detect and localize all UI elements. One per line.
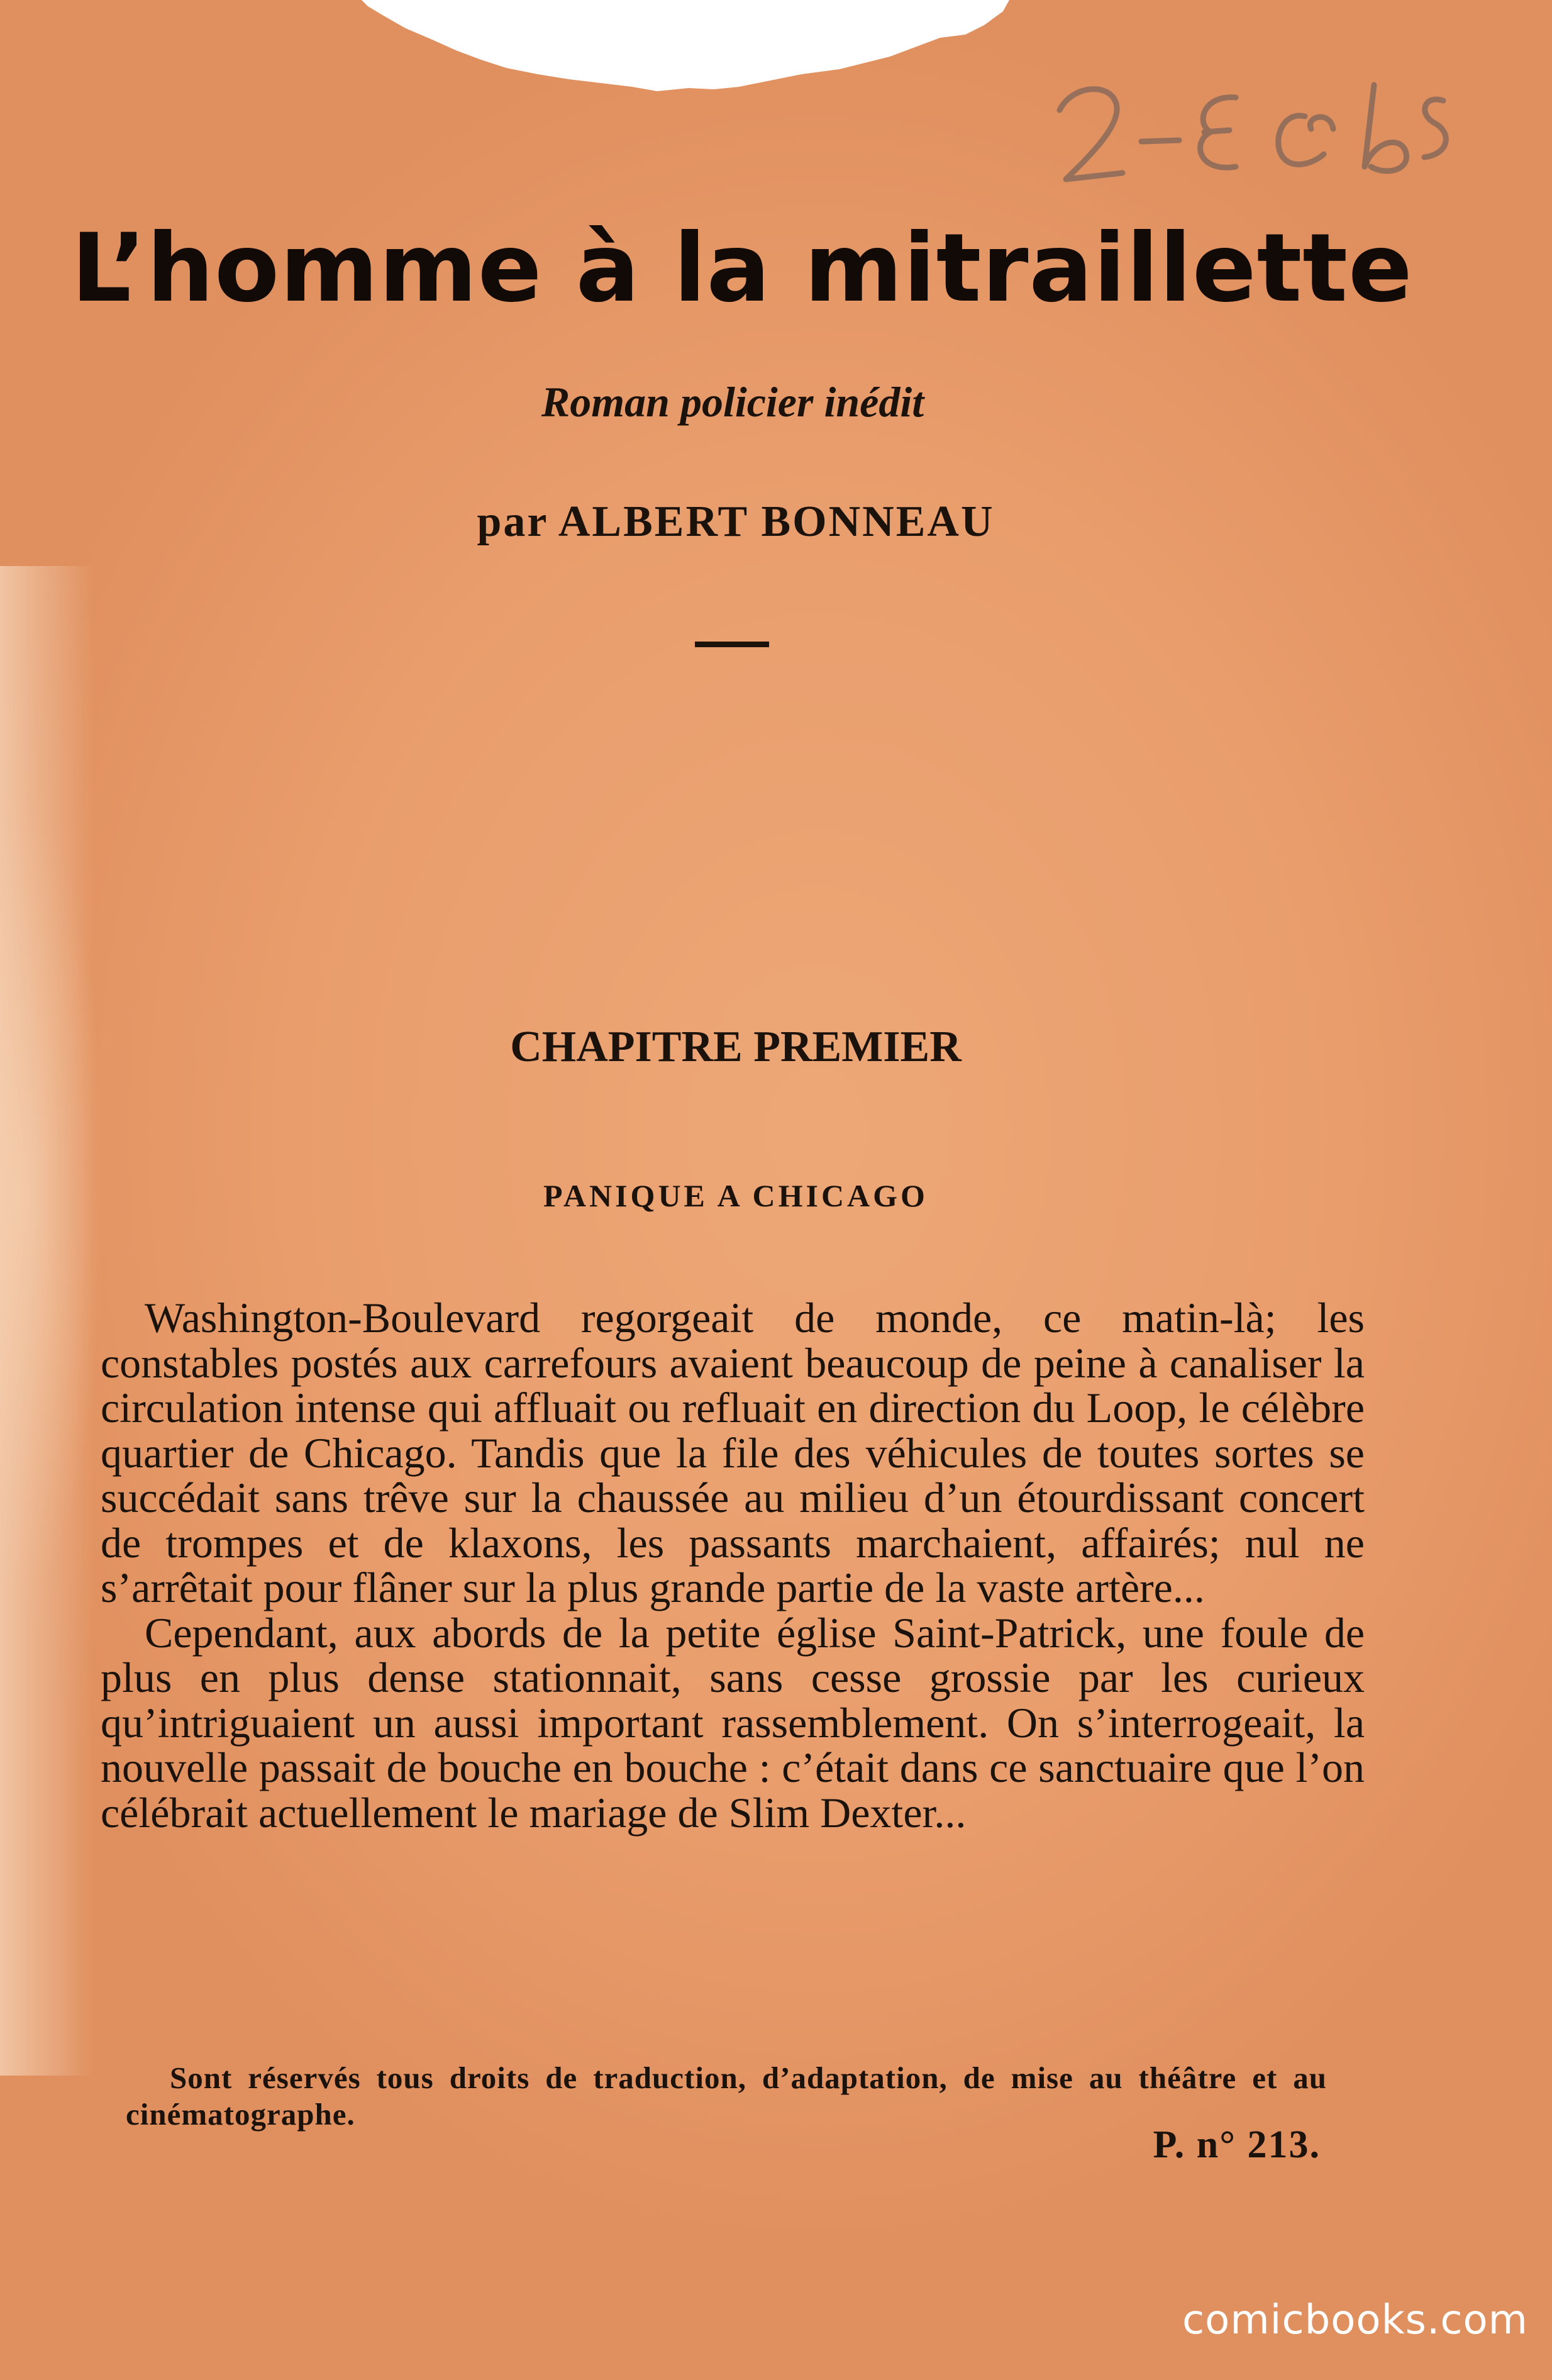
publication-number: P. n° 213. [1153,2123,1321,2166]
chapter-heading: CHAPITRE PREMIER [510,1023,962,1071]
chapter-subheading: PANIQUE A CHICAGO [543,1178,928,1213]
torn-paper-edge [362,0,1009,94]
paragraph: Cependant, aux abords de la petite église Saint-Patrick, une foule de plus en plus dense stationnait, sans cesse grossie par les curieux qu’intriguaient un aussi important rassemblement. On s’interrogeait, la nouvelle passait de bouche en bouche : c’était dans ce sanctuaire que l’on célébrait actuellement le mariage de Slim Dexter... [101,1608,1365,1837]
handwritten-pencil-note [1047,66,1487,217]
book-subtitle: Roman policier inédit [541,378,924,426]
paragraph: Washington-Boulevard regorgeait de monde, ce matin-là; les constables postés aux carrefours avaient beaucoup de peine à canaliser la circulation intense qui affluait ou refluait en direction du Loop, le célèbre quartier de Chicago. Tandis que la file des véhicules de toutes sortes se succédait sans trêve sur la chaussée au milieu d’un étourdissant concert de trompes et de klaxons, les passants marchaient, affairés; nul ne s’arrêtait pour flâner sur la plus grande partie de la vaste artère... [101,1294,1365,1611]
site-watermark: comicbooks.com [1182,2297,1528,2344]
worn-edge [0,566,94,2076]
author-line: par ALBERT BONNEAU [477,498,995,546]
book-title: L’homme à la mitraillette [71,214,1413,323]
divider-rule [695,642,769,647]
rights-notice: Sont réservés tous droits de traduction, d’adaptation, de mise au théâtre et au cinématographe. [126,2060,1327,2132]
body-text [101,1296,1365,1835]
